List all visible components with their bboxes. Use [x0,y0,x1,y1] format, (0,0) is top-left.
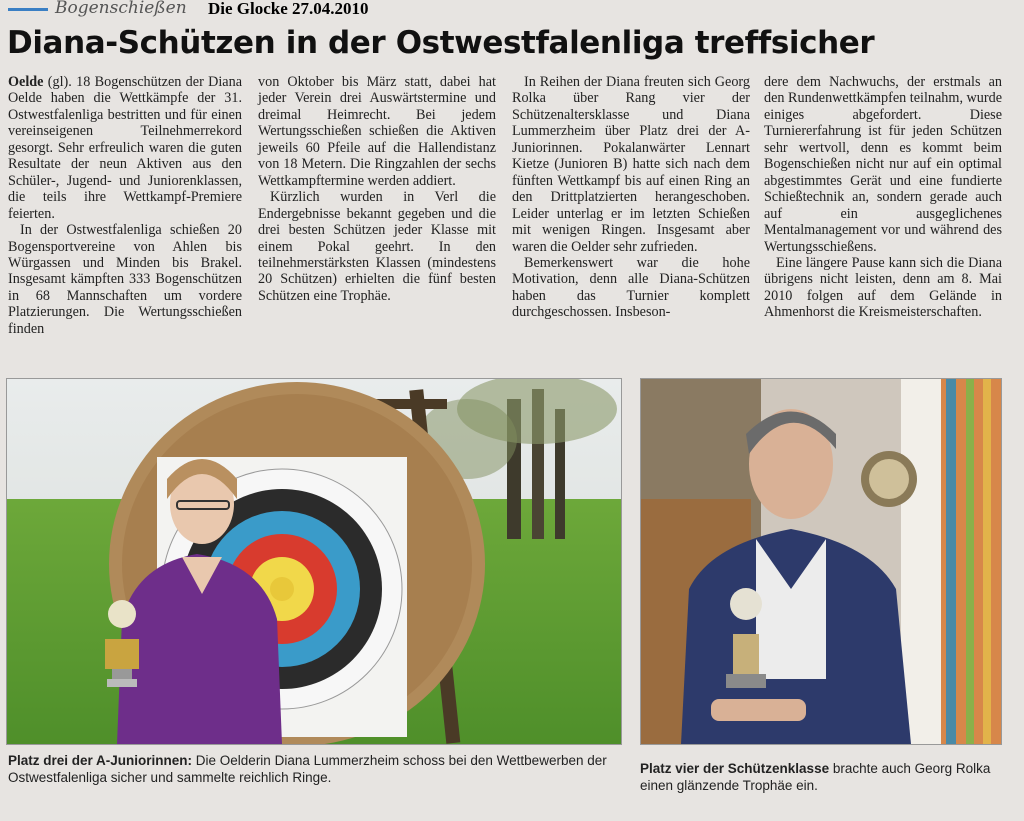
section-rule [8,8,48,11]
paragraph [8,74,242,222]
paragraph: Bemerkenswert war die hohe Motivation, denn alle Diana-Schützen haben das Turnier komplett durchgeschossen. Insbeson- [512,254,750,321]
photo-archer-target-illustration [7,379,621,744]
article-column-4 [764,74,1002,321]
source-date: Die Glocke 27.04.2010 [208,0,369,18]
page-header [0,0,1024,22]
paragraph-text: (gl). 18 Bogenschützen der Diana Oelde haben die Wettkämpfe der 31. Ostwestfalenliga bestritten und für einen vereinseigenen Teilnehmerrekord gesorgt. Sehr erfreulich waren die guten Resultate der neun Aktiven aus den Schüler-, Jugend- und Juniorenklassen, die teils ihre Wettkampf-Premiere feierten. [8,74,242,222]
paragraph: In der Ostwestfalenliga schießen 20 Bogensportvereine von Ahlen bis Würgassen und Minden bis Brakel. Insgesamt kämpften 333 Bogenschützen in 68 Mannschaften um vordere Platzierungen. Die Wertungsschießen finden [8,222,242,337]
caption-photo-1 [8,752,618,786]
paragraph: von Oktober bis März statt, dabei hat jeder Verein drei Auswärtstermine und dreimal Heimrecht. Bei jedem Wertungsschießen schießen die Aktiven jeweils 60 Pfeile auf die Hallendistanz von 18 Metern. Die Ringzahlen der sechs Wettkampftermine werden addiert. [258,74,496,189]
caption-text: Die Oelderin Diana Lummerzheim schoss bei den Wettbewerben der Ostwestfalenliga sicher und sammelte reichlich Ringe. [8,753,607,785]
photo-man-trophy [640,378,1002,745]
article-column-1 [8,74,242,337]
caption-bold: Platz drei der A-Juniorinnen: [8,753,193,768]
paragraph: Kürzlich wurden in Verl die Endergebnisse bekannt gegeben und die drei besten Schützen jeder Klasse mit einem Pokal geehrt. In den teilnehmerstärksten Klassen (mindestens 20 Schützen) erhielten die fünf besten Schützen eine Trophäe. [258,189,496,304]
paragraph: dere dem Nachwuchs, der erstmals an den Rundenwettkämpfen teilnahm, wurde einiges abgefordert. Diese Turniererfahrung ist für jeden Schützen sehr wertvoll, denn es kommt beim Bogenschießen nicht nur auf ein optimal abgestimmtes Gerät und eine fundierte Schießtechnik an, sondern gerade auch auf ein ausgeglichenes Mentalmanagement vor und während des Wertungsschießens. [764,74,1002,255]
paragraph: In Reihen der Diana freuten sich Georg Rolka über Rang vier der Schützenaltersklasse und Diana Lummerzheim über Platz drei der A-Juniorinnen. Pokalanwärter Lennart Kietze (Junioren B) hatte sich nach dem fünften Wettkampf bis auf einen Ring an den Drittplatzierten herangeschoben. Leider unterlag er im letzten Schießen mit wenigen Ringen. Insgesamt aber waren die Oelder sehr zufrieden. [512,74,750,255]
photo-archer-target [6,378,622,745]
caption-photo-2 [640,760,1002,794]
dateline: Oelde [8,74,44,90]
headline: Diana-Schützen in der Ostwestfalenliga treffsicher [7,25,875,61]
article-column-2 [258,74,496,304]
caption-bold: Platz vier der Schützenklasse [640,761,830,776]
section-label: Bogenschießen [55,0,187,18]
article-column-3 [512,74,750,321]
paragraph: Eine längere Pause kann sich die Diana übrigens nicht leisten, denn am 8. Mai 2010 folgen auf dem Gelände in Ahmenhorst die Kreismeisterschaften. [764,254,1002,321]
photo-man-trophy-illustration [641,379,1001,744]
caption-text: brachte auch Georg Rolka einen glänzende Trophäe ein. [640,761,991,793]
